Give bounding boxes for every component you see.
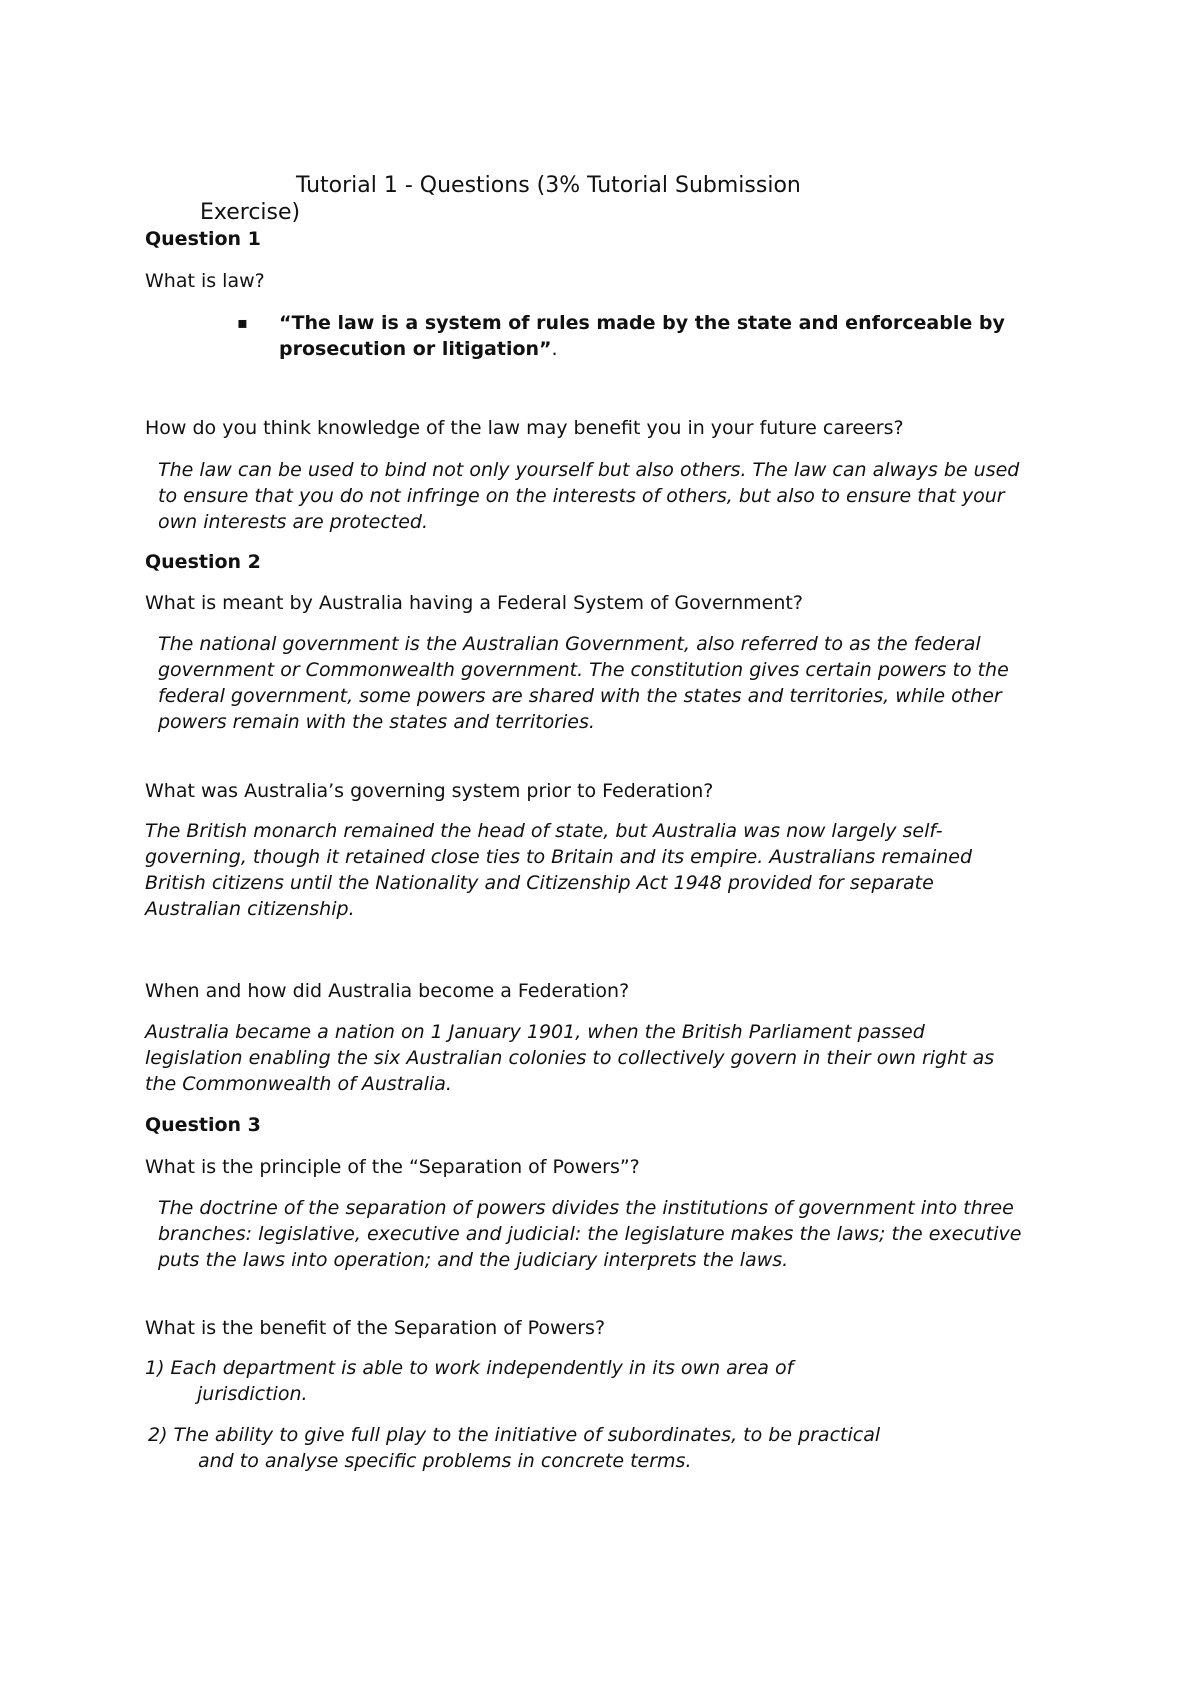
question-1-heading: Question 1 <box>145 228 261 250</box>
q1-bullet-period: . <box>551 338 558 360</box>
q3-benefit-item-2-line-1: 2) The ability to give full play to the initiative of subordinates, to be practical <box>148 1424 881 1446</box>
question-2-heading: Question 2 <box>145 551 261 573</box>
q2-answer-federal-system: The national government is the Australian Government, also referred to as the federal government or Commonwealth government. The constitution gives certain powers to the federal government, some powers are shared with the states and territories, while other powers remain with the states and territories. <box>158 633 1009 733</box>
q2-answer-prior-system: The British monarch remained the head of state, but Australia was now largely self-governing, though it retained close ties to Britain and its empire. Australians remained British citizens until the Nationality and Citizenship Act 1948 provided for separate Australian citizenship. <box>145 820 973 920</box>
title-line-2: Exercise) <box>200 200 301 225</box>
q3-prompt-separation-principle: What is the principle of the “Separation of Powers”? <box>145 1156 640 1178</box>
bullet-icon: ▪ <box>237 313 248 332</box>
q3-benefit-item-1-line-2: jurisdiction. <box>197 1383 308 1405</box>
q1-bullet-definition: “The law is a system of rules made by the state and enforceable by prosecution or litigation” <box>279 312 1005 360</box>
q3-prompt-separation-benefit: What is the benefit of the Separation of Powers? <box>145 1317 606 1339</box>
q1-bullet-item <box>237 310 1025 362</box>
title-line-1: Tutorial 1 - Questions (3% Tutorial Submission <box>296 173 801 198</box>
q3-benefit-item-1 <box>145 1355 1045 1407</box>
q3-benefit-item-1-line-1: 1) Each department is able to work independently in its own area of <box>145 1357 794 1379</box>
q2-prompt-became-federation: When and how did Australia become a Federation? <box>145 980 630 1002</box>
q2-prompt-prior-system: What was Australia’s governing system prior to Federation? <box>145 780 714 802</box>
page-title <box>200 172 940 226</box>
question-3-heading: Question 3 <box>145 1114 261 1136</box>
q1-answer-career-benefit: The law can be used to bind not only yourself but also others. The law can always be used to ensure that you do not infringe on the interests of others, but also to ensure that your own interests are protected. <box>158 459 1020 533</box>
q2-answer-became-federation: Australia became a nation on 1 January 1901, when the British Parliament passed legislation enabling the six Australian colonies to collectively govern in their own right as the Commonwealth of Australia. <box>145 1021 995 1095</box>
q2-prompt-federal-system: What is meant by Australia having a Federal System of Government? <box>145 592 803 614</box>
q3-answer-separation-principle: The doctrine of the separation of powers divides the institutions of government into three branches: legislative, executive and judicial: the legislature makes the laws; the executive puts the laws into operation; and the judiciary interprets the laws. <box>158 1197 1022 1271</box>
q1-prompt-what-is-law: What is law? <box>145 270 265 292</box>
q3-benefit-item-2 <box>148 1422 1058 1474</box>
q1-prompt-career-benefit: How do you think knowledge of the law may benefit you in your future careers? <box>145 417 904 439</box>
q3-benefit-item-2-line-2: and to analyse specific problems in concrete terms. <box>198 1450 692 1472</box>
